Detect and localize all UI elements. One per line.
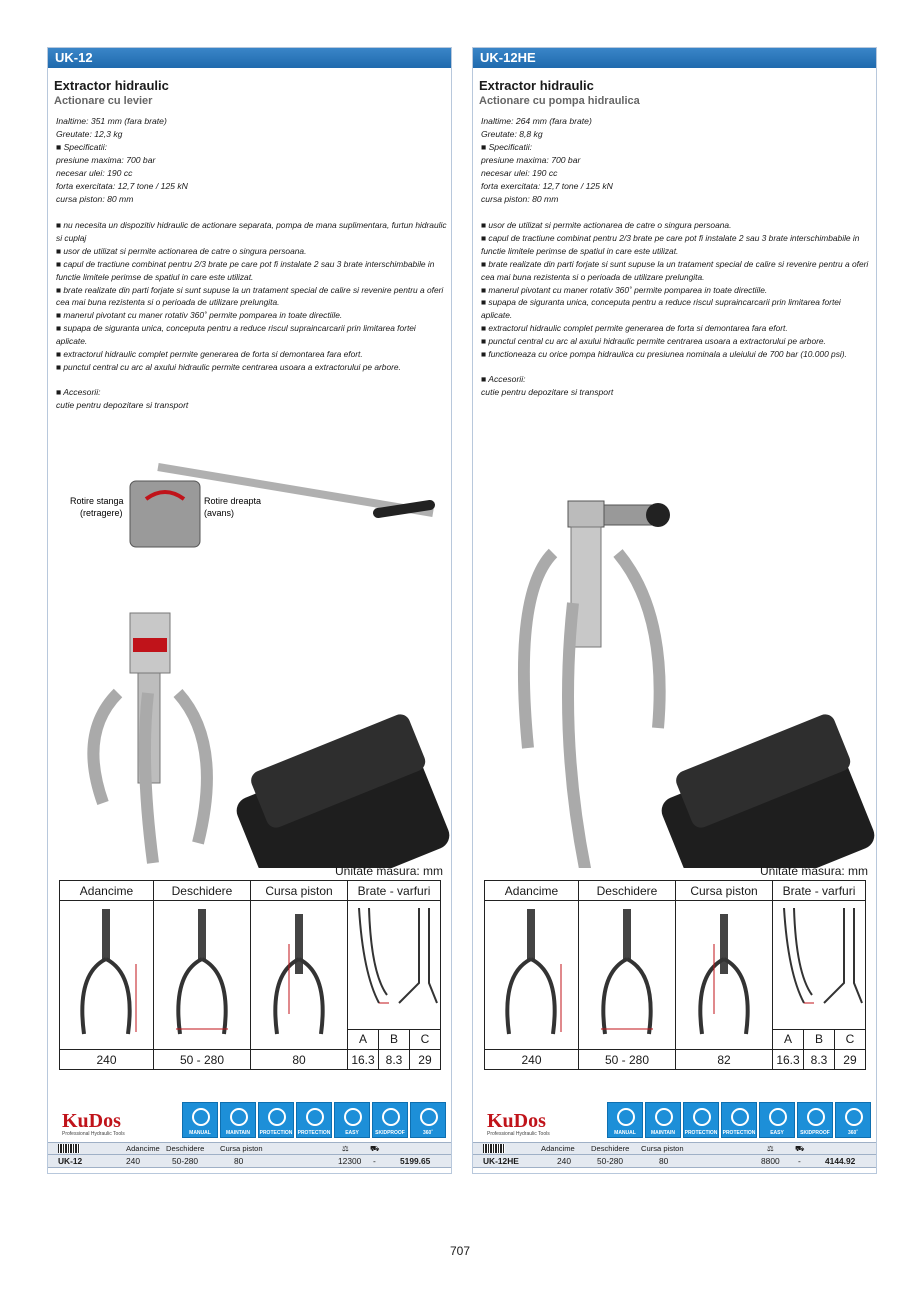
order-model: UK-12HE <box>483 1156 519 1166</box>
dimension-table <box>59 880 441 1070</box>
order-header-deschidere: Deschidere <box>591 1144 630 1153</box>
product-title: Extractor hidraulic <box>54 78 169 93</box>
brand-logo <box>62 1110 125 1137</box>
manual-icon: MANUAL <box>182 1102 218 1138</box>
value-adancime: 240 <box>60 1050 154 1070</box>
barcode-icon <box>483 1144 505 1153</box>
order-header-adancime: Adancime <box>541 1144 575 1153</box>
order-weight: 12300 <box>338 1156 362 1166</box>
feature-item: ■ supapa de siguranta unica, conceputa pentru a reduce riscul supraincarcarii prin limitarea fortei aplicate. <box>481 297 841 321</box>
brand-name: KuDos <box>62 1110 121 1132</box>
unit-label: Unitate masura: mm <box>335 864 444 878</box>
value-c: 29 <box>409 1050 440 1070</box>
glove-icon: PROTECTION <box>296 1102 332 1138</box>
skidproof-icon: SKIDPROOF <box>797 1102 833 1138</box>
feature-item: ■ functioneaza cu orice pompa hidraulica cu presiunea nominala a uleiului de 700 bar (10.000 psi). <box>481 349 847 360</box>
feature-item: ■ capul de tractiune combinat pentru 2/3 brate pe care pot fi instalate 2 sau 3 brate interschimbabile in functie limitele perimse de spatiul in care este utilizat. <box>481 232 860 256</box>
value-deschidere: 50 - 280 <box>578 1050 675 1070</box>
order-header-cursa: Cursa piston <box>220 1144 263 1153</box>
spec-list <box>56 115 451 206</box>
feature-item: ■ supapa de siguranta unica, conceputa pentru a reduce riscul supraincarcarii prin limitarea fortei aplicate. <box>56 323 416 347</box>
value-b: 8.3 <box>379 1050 410 1070</box>
value-deschidere: 50 - 280 <box>153 1050 250 1070</box>
spec-line: Greutate: 12,3 kg <box>56 129 123 139</box>
feature-item: ■ capul de tractiune combinat pentru 2/3 brate pe care pot fi instalate 2 sau 3 brate interschimbabile in functie limitele perimse de spatiul in care este utilizat. <box>56 258 435 282</box>
easy-icon: EASY <box>759 1102 795 1138</box>
diagram-cursa <box>676 901 773 1050</box>
pallet-icon: ⛟ <box>795 1144 805 1153</box>
rotation-right-label-2: (avans) <box>204 508 235 518</box>
diagram-deschidere <box>153 901 250 1050</box>
order-deschidere: 50-280 <box>172 1156 199 1166</box>
accessories <box>481 373 876 399</box>
order-qty: - <box>798 1156 801 1166</box>
rotate-360-icon: 360˚ <box>410 1102 446 1138</box>
skidproof-icon: SKIDPROOF <box>372 1102 408 1138</box>
feature-item: ■ brate realizate din parti forjate si sunt supuse la un tratament special de calire si revenire pentru a oferi cea mai buna rezistenta si o perioada de utilizare prelungita. <box>481 258 869 282</box>
order-table-row <box>473 1154 876 1168</box>
spec-line: necesar ulei: 190 cc <box>481 168 558 178</box>
order-price: 4144.92 <box>825 1156 856 1166</box>
order-table-header <box>473 1142 876 1154</box>
product-subtitle: Actionare cu levier <box>54 95 153 107</box>
spec-line: cursa piston: 80 mm <box>481 194 559 204</box>
spec-line: ■ Specificatii: <box>481 142 533 152</box>
pallet-icon: ⛟ <box>370 1144 380 1153</box>
product-code-bar: UK-12HE <box>473 48 876 68</box>
glove-icon: PROTECTION <box>721 1102 757 1138</box>
feature-item: ■ punctul central cu arc al axului hidraulic permite centrarea usoara a extractorului pe arbore. <box>481 336 826 347</box>
accessories-text: cutie pentru depozitare si transport <box>481 386 614 397</box>
col-c: C <box>409 1029 440 1049</box>
page-number: 707 <box>449 1244 471 1258</box>
spec-line: forta exercitata: 12,7 tone / 125 kN <box>56 181 188 191</box>
feature-item: ■ usor de utilizat si permite actionarea de catre o singura persoana. <box>56 245 307 256</box>
value-b: 8.3 <box>804 1050 835 1070</box>
brand-tagline: Professional Hydraulic Tools <box>62 1131 125 1137</box>
spec-line: cursa piston: 80 mm <box>56 194 134 204</box>
header-cursa: Cursa piston <box>676 881 773 901</box>
feature-item: ■ manerul pivotant cu maner rotativ 360˚ permite pomparea in toate directiile. <box>56 310 343 321</box>
spec-line: Greutate: 8,8 kg <box>481 129 543 139</box>
feature-item: ■ extractorul hidraulic complet permite generarea de forta si demontarea fara efort. <box>56 349 363 360</box>
product-footer <box>48 1098 451 1178</box>
manual-icon: MANUAL <box>607 1102 643 1138</box>
maintain-icon: MAINTAIN <box>645 1102 681 1138</box>
rotation-right-label-1: Rotire dreapta <box>204 496 262 506</box>
product-panel-uk12 <box>47 47 452 1174</box>
order-qty: - <box>373 1156 376 1166</box>
header-deschidere: Deschidere <box>578 881 675 901</box>
barcode-icon <box>58 1144 80 1153</box>
feature-item: ■ extractorul hidraulic complet permite generarea de forta si demontarea fara efort. <box>481 323 788 334</box>
accessories <box>56 386 451 412</box>
order-header-deschidere: Deschidere <box>166 1144 205 1153</box>
col-a: A <box>348 1029 379 1049</box>
header-adancime: Adancime <box>60 881 154 901</box>
feature-list <box>56 219 447 374</box>
weight-icon: ⚖ <box>767 1144 774 1153</box>
accessories-text: cutie pentru depozitare si transport <box>56 399 189 410</box>
rotation-left-label-1: Rotire stanga <box>70 496 124 506</box>
goggles-icon: PROTECTION <box>683 1102 719 1138</box>
unit-label: Unitate masura: mm <box>760 864 869 878</box>
value-adancime: 240 <box>485 1050 579 1070</box>
header-adancime: Adancime <box>485 881 579 901</box>
value-a: 16.3 <box>348 1050 379 1070</box>
brand-name: KuDos <box>487 1110 546 1132</box>
order-cursa: 80 <box>659 1156 669 1166</box>
feature-item: ■ nu necesita un dispozitiv hidraulic de actionare separata, pompa de mana suplimentara, furtun hidraulic si cuplaj <box>56 220 447 243</box>
feature-item: ■ manerul pivotant cu maner rotativ 360˚ permite pomparea in toate directiile. <box>481 284 768 295</box>
order-weight: 8800 <box>761 1156 780 1166</box>
spec-line: necesar ulei: 190 cc <box>56 168 133 178</box>
product-title: Extractor hidraulic <box>479 78 594 93</box>
dimension-table <box>484 880 866 1070</box>
feature-item: ■ usor de utilizat si permite actionarea de catre o singura persoana. <box>481 220 732 230</box>
col-b: B <box>804 1029 835 1049</box>
diagram-brate <box>773 901 866 1030</box>
accessories-label: ■ Accesorii: <box>481 373 526 384</box>
spec-list <box>481 115 876 206</box>
spec-line: ■ Specificatii: <box>56 142 108 152</box>
order-table-row <box>48 1154 451 1168</box>
feature-item: ■ punctul central cu arc al axului hidraulic permite centrarea usoara a extractorului pe arbore. <box>56 361 401 372</box>
spec-line: Inaltime: 351 mm (fara brate) <box>56 116 167 126</box>
diagram-adancime <box>485 901 579 1050</box>
col-a: A <box>773 1029 804 1049</box>
order-price: 5199.65 <box>400 1156 431 1166</box>
rotation-left-label-2: (retragere) <box>80 508 123 518</box>
order-header-cursa: Cursa piston <box>641 1144 684 1153</box>
product-subtitle: Actionare cu pompa hidraulica <box>479 95 640 107</box>
header-brate: Brate - varfuri <box>773 881 866 901</box>
feature-item: ■ brate realizate din parti forjate si sunt supuse la un tratament special de calire si revenire pentru a oferi cea mai buna rezistenta si o perioada de utilizare prelungita. <box>56 284 444 308</box>
header-deschidere: Deschidere <box>153 881 250 901</box>
product-footer <box>473 1098 876 1178</box>
spec-line: forta exercitata: 12,7 tone / 125 kN <box>481 181 613 191</box>
order-adancime: 240 <box>126 1156 140 1166</box>
spec-line: Inaltime: 264 mm (fara brate) <box>481 116 592 126</box>
brand-tagline: Professional Hydraulic Tools <box>487 1131 550 1137</box>
diagram-adancime <box>60 901 154 1050</box>
goggles-icon: PROTECTION <box>258 1102 294 1138</box>
header-brate: Brate - varfuri <box>348 881 441 901</box>
order-deschidere: 50-280 <box>597 1156 624 1166</box>
accessories-label: ■ Accesorii: <box>56 386 101 397</box>
header-cursa: Cursa piston <box>251 881 348 901</box>
maintain-icon: MAINTAIN <box>220 1102 256 1138</box>
weight-icon: ⚖ <box>342 1144 349 1153</box>
order-adancime: 240 <box>557 1156 571 1166</box>
feature-icons <box>182 1102 446 1138</box>
value-a: 16.3 <box>773 1050 804 1070</box>
spec-line: presiune maxima: 700 bar <box>481 155 581 165</box>
product-panel-uk12he <box>472 47 877 1174</box>
order-header-adancime: Adancime <box>126 1144 160 1153</box>
feature-list <box>481 219 872 361</box>
feature-icons <box>607 1102 871 1138</box>
value-c: 29 <box>834 1050 865 1070</box>
col-b: B <box>379 1029 410 1049</box>
diagram-deschidere <box>578 901 675 1050</box>
product-photo <box>473 443 876 868</box>
col-c: C <box>834 1029 865 1049</box>
diagram-brate <box>348 901 441 1030</box>
brand-logo <box>487 1110 550 1137</box>
diagram-cursa <box>251 901 348 1050</box>
easy-icon: EASY <box>334 1102 370 1138</box>
spec-line: presiune maxima: 700 bar <box>56 155 156 165</box>
order-cursa: 80 <box>234 1156 244 1166</box>
rotate-360-icon: 360˚ <box>835 1102 871 1138</box>
order-model: UK-12 <box>58 1156 83 1166</box>
value-cursa: 82 <box>676 1050 773 1070</box>
order-table-header <box>48 1142 451 1154</box>
product-photo <box>48 443 451 868</box>
product-code-bar: UK-12 <box>48 48 451 68</box>
value-cursa: 80 <box>251 1050 348 1070</box>
